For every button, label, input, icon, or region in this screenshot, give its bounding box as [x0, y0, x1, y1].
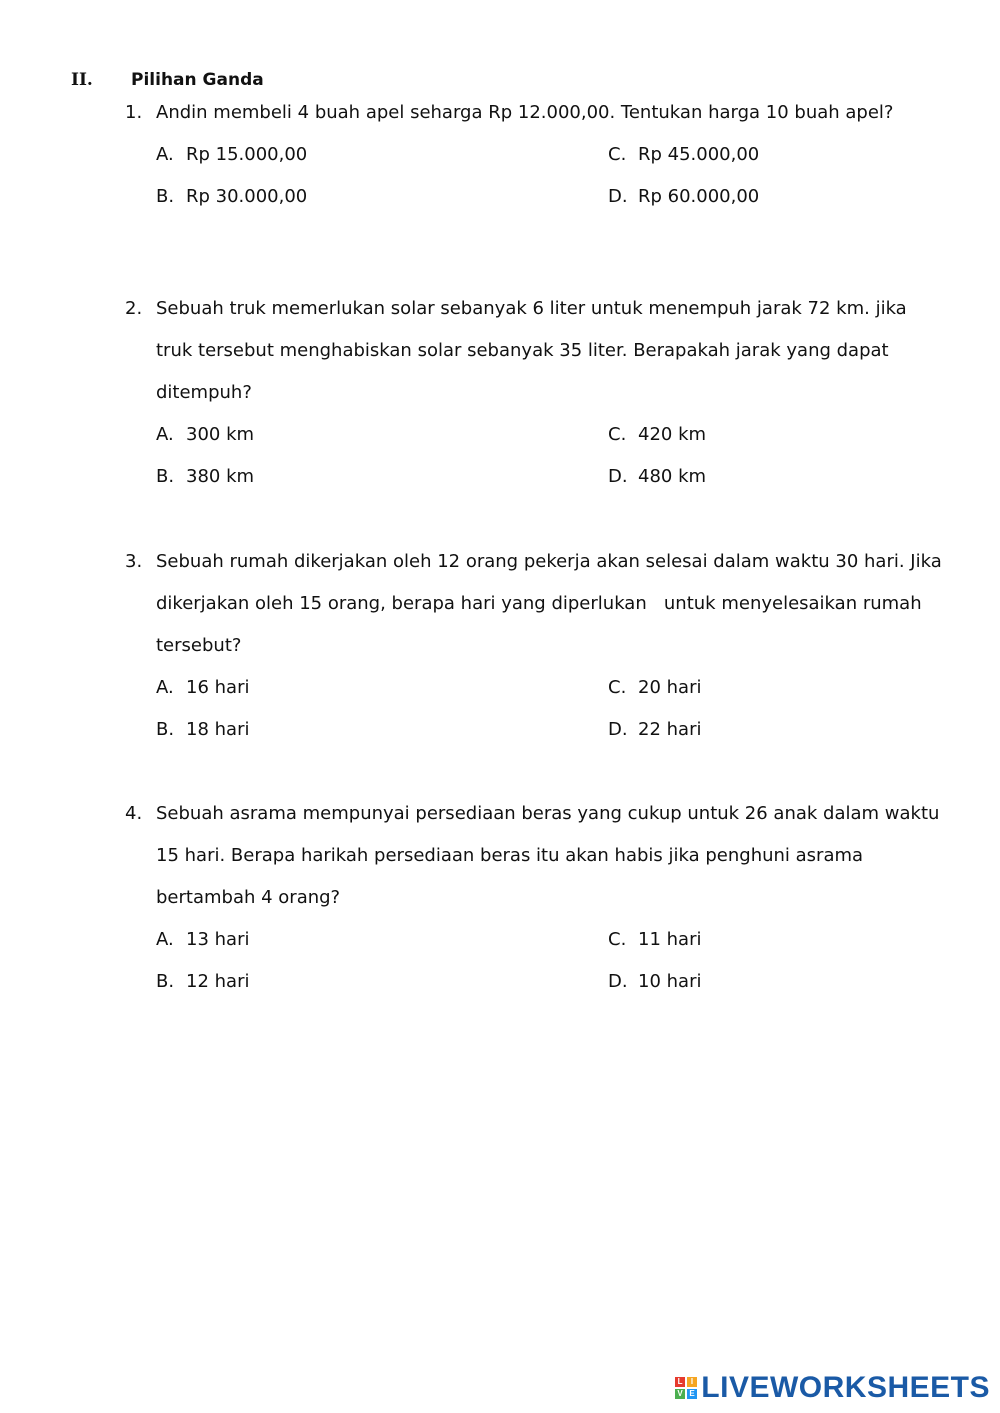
option-text: 18 hari	[186, 719, 250, 740]
option-c[interactable]	[608, 414, 706, 456]
option-text: Rp 30.000,00	[186, 186, 308, 207]
option-text: 480 km	[638, 466, 707, 487]
option-text: 420 km	[638, 424, 707, 445]
option-letter: A.	[156, 677, 174, 698]
option-text: 12 hari	[186, 971, 250, 992]
question-4	[125, 793, 945, 1003]
answer-options	[156, 667, 945, 751]
option-text: Rp 15.000,00	[186, 144, 308, 165]
option-a[interactable]	[156, 919, 249, 961]
option-letter: C.	[608, 929, 627, 950]
option-letter: C.	[608, 677, 627, 698]
option-c[interactable]	[608, 134, 759, 176]
option-text: Rp 60.000,00	[638, 186, 760, 207]
question-3	[125, 541, 948, 751]
option-a[interactable]	[156, 414, 254, 456]
option-letter: A.	[156, 929, 174, 950]
option-text: 16 hari	[186, 677, 250, 698]
option-d[interactable]	[608, 456, 706, 498]
question-number: 3.	[125, 551, 143, 572]
option-a[interactable]	[156, 134, 307, 176]
logo-icon	[675, 1377, 697, 1399]
option-letter: A.	[156, 424, 174, 445]
option-letter: B.	[156, 719, 175, 740]
section-header	[71, 70, 264, 90]
option-a[interactable]	[156, 667, 249, 709]
question-text: Andin membeli 4 buah apel seharga Rp 12.000,00. Tentukan harga 10 buah apel?	[156, 102, 894, 123]
answer-options	[156, 919, 945, 1003]
option-letter: C.	[608, 424, 627, 445]
option-text: 20 hari	[638, 677, 702, 698]
option-text: 11 hari	[638, 929, 702, 950]
section-title: Pilihan Ganda	[131, 70, 264, 90]
option-letter: D.	[608, 186, 628, 207]
question-number: 1.	[125, 102, 143, 123]
option-letter: A.	[156, 144, 174, 165]
option-text: 13 hari	[186, 929, 250, 950]
option-letter: B.	[156, 466, 175, 487]
option-b[interactable]	[156, 961, 249, 1003]
question-text: Sebuah rumah dikerjakan oleh 12 orang pekerja akan selesai dalam waktu 30 hari. Jika dikerjakan oleh 15 orang, berapa hari yang diperlukan untuk menyelesaikan rumah tersebut?	[156, 551, 948, 656]
option-c[interactable]	[608, 667, 701, 709]
option-d[interactable]	[608, 709, 701, 751]
question-2	[125, 288, 945, 498]
answer-options	[156, 134, 945, 218]
answer-options	[156, 414, 945, 498]
question-text: Sebuah truk memerlukan solar sebanyak 6 liter untuk menempuh jarak 72 km. jika truk tersebut menghabiskan solar sebanyak 35 liter. Berapakah jarak yang dapat ditempuh?	[156, 298, 913, 403]
liveworksheets-logo	[675, 1371, 990, 1405]
question-number: 4.	[125, 803, 143, 824]
option-c[interactable]	[608, 919, 701, 961]
logo-text: LIVEWORKSHEETS	[701, 1371, 990, 1404]
question-number: 2.	[125, 298, 143, 319]
option-d[interactable]	[608, 176, 759, 218]
option-letter: C.	[608, 144, 627, 165]
section-number: II.	[71, 70, 93, 90]
option-d[interactable]	[608, 961, 701, 1003]
option-letter: D.	[608, 971, 628, 992]
option-text: 10 hari	[638, 971, 702, 992]
option-b[interactable]	[156, 456, 254, 498]
option-text: 300 km	[186, 424, 255, 445]
option-text: 380 km	[186, 466, 255, 487]
option-text: Rp 45.000,00	[638, 144, 760, 165]
option-letter: B.	[156, 186, 175, 207]
question-text: Sebuah asrama mempunyai persediaan beras yang cukup untuk 26 anak dalam waktu 15 hari. Berapa harikah persediaan beras itu akan habis jika penghuni asrama bertambah 4 orang?	[156, 803, 946, 908]
question-1	[125, 92, 945, 218]
logo-block: V	[675, 1389, 685, 1399]
logo-block: L	[675, 1377, 685, 1387]
option-letter: D.	[608, 719, 628, 740]
option-letter: D.	[608, 466, 628, 487]
option-b[interactable]	[156, 709, 249, 751]
logo-block: I	[687, 1377, 697, 1387]
option-b[interactable]	[156, 176, 307, 218]
option-letter: B.	[156, 971, 175, 992]
option-text: 22 hari	[638, 719, 702, 740]
logo-block: E	[687, 1389, 697, 1399]
